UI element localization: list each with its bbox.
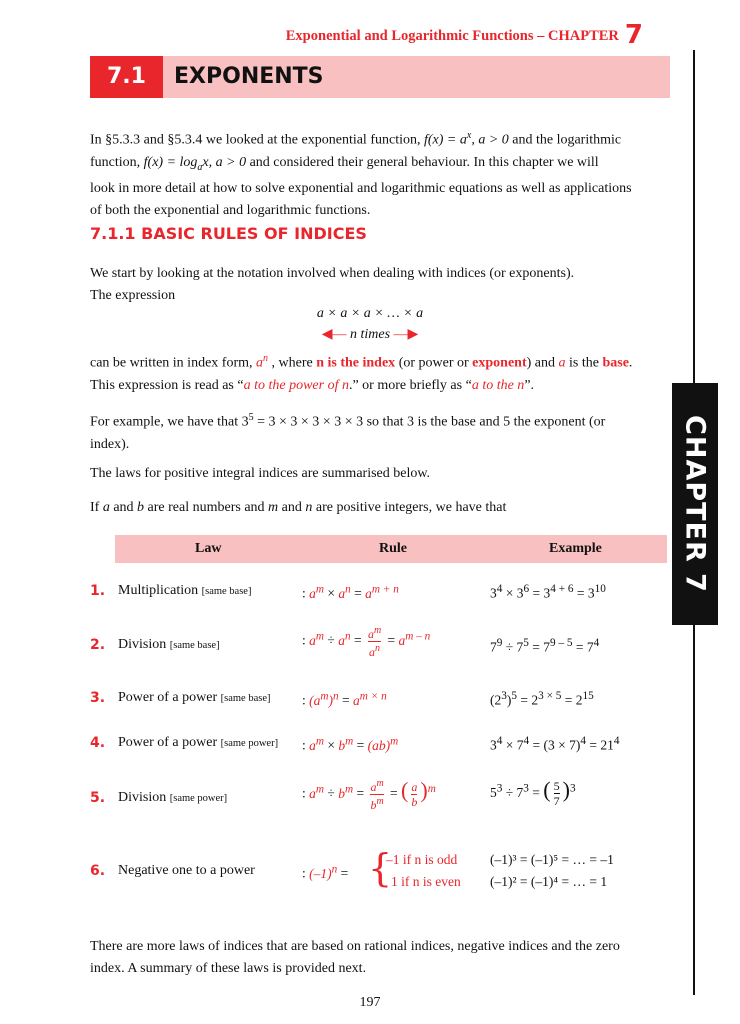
rule-example: $3^4 \times 7^4 = (3 \times 7)^4 = 21^4$ xyxy=(490,735,620,753)
law-name xyxy=(118,637,220,653)
rule-formula: : $a^m \div b^m$ = $\frac{a^m}{b^m}$ = ( $\frac{a}{b}$ )$^m$ xyxy=(302,777,436,812)
law-text: Division xyxy=(118,790,170,805)
rule-example: (–1)² = (–1)⁴ = … = 1 xyxy=(490,874,608,889)
notation-text: . xyxy=(628,355,633,371)
law-text: Power of a power xyxy=(118,690,221,705)
arrow-left-icon: ◀— xyxy=(321,327,347,342)
rule-example: $5^3 \div 7^3$ = ( $\frac{5}{7}$ )$^3$ xyxy=(490,777,576,809)
intro-text: and the logarithmic xyxy=(508,132,622,148)
intro-math: x, a > 0 xyxy=(202,154,247,170)
example-text: index). xyxy=(90,436,130,452)
row-number: 5. xyxy=(90,790,106,806)
notation-math: a xyxy=(256,355,264,371)
if-text: are real numbers and xyxy=(144,500,269,515)
example-math: = 3 × 3 × 3 × 3 × 3 xyxy=(253,414,364,430)
notation-text: can be written in index form, xyxy=(90,355,257,371)
rule-formula: : $a^m \times a^n = a^{m + n}$ xyxy=(302,583,399,601)
closing-text: index. A summary of these laws is provided next. xyxy=(90,961,367,976)
laws-intro: The laws for positive integral indices are summarised below. xyxy=(90,466,431,481)
section-number: 7.1 xyxy=(90,56,163,98)
law-qualifier: [same power] xyxy=(169,793,228,804)
closing-paragraph xyxy=(90,936,675,980)
closing-text: There are more laws of indices that are based on rational indices, negative indices and the zero xyxy=(90,939,620,954)
if-text: and xyxy=(278,500,306,515)
row-number: 3. xyxy=(90,690,106,706)
rule-formula: : $a^m \div a^n$ = $\frac{a^m}{a^n}$ = $a^{m - n}$ xyxy=(302,625,431,659)
notation-paragraph xyxy=(90,263,675,307)
notation-text: We start by looking at the notation involved when dealing with indices (or exponents). xyxy=(90,266,575,281)
notation-text: , where xyxy=(268,355,317,371)
running-header xyxy=(286,20,643,50)
notation-text: (or power or xyxy=(395,355,473,371)
neg-even-case: 1 if n is even xyxy=(391,874,461,889)
intro-text: look in more detail at how to solve exponential and logarithmic equations as well as applications xyxy=(90,181,632,197)
section-title: EXPONENTS xyxy=(174,64,324,89)
notation-text: ) and xyxy=(526,355,559,371)
subsection-heading: 7.1.1 BASIC RULES OF INDICES xyxy=(90,224,367,243)
rule-example: $3^4 \times 3^6 = 3^{4 + 6} = 3^{10}$ xyxy=(490,583,606,601)
if-math: m xyxy=(268,500,279,515)
law-qualifier: [same base] xyxy=(169,640,220,651)
intro-math: f(x) = a xyxy=(423,132,467,148)
rule-example: $7^9 \div 7^5 = 7^{9 - 5} = 7^4$ xyxy=(490,637,600,655)
notation-text: ”. xyxy=(524,377,535,393)
notation-math: n xyxy=(263,353,269,364)
header-law: Law xyxy=(195,541,222,556)
n-times-text: n times xyxy=(349,327,391,342)
neg-odd-case: –1 if n is odd xyxy=(386,852,458,867)
intro-text: In §5.3.3 and §5.3.4 we looked at the exponential function, xyxy=(90,132,424,148)
exponent-term: exponent xyxy=(472,355,527,371)
chapter-side-label: CHAPTER 7 xyxy=(679,415,711,593)
row-number: 6. xyxy=(90,863,106,879)
chapter-number: 7 xyxy=(624,20,643,50)
header-rule: Rule xyxy=(379,541,407,556)
base-term: base xyxy=(602,355,629,371)
index-form-paragraph xyxy=(90,348,675,397)
row-number: 4. xyxy=(90,735,106,751)
notation-quote: a to the n xyxy=(471,377,525,393)
brace: { xyxy=(368,846,393,890)
law-qualifier: [same base] xyxy=(201,586,252,597)
rule-example: $(2^3)^5 = 2^{3 \times 5} = 2^{15}$ xyxy=(490,690,594,708)
law-text: Division xyxy=(118,637,170,652)
row-number: 2. xyxy=(90,637,106,653)
intro-math: f(x) = log xyxy=(143,154,198,170)
if-text: are positive integers, we have that xyxy=(312,500,507,515)
rule-example: (–1)³ = (–1)⁵ = … = –1 xyxy=(490,852,614,867)
if-text: If xyxy=(90,500,103,515)
rule-formula: : $(-1)^n$ = xyxy=(302,863,349,881)
intro-paragraph xyxy=(90,125,675,222)
example-paragraph xyxy=(90,407,675,456)
notation-text: is the xyxy=(565,355,603,371)
if-math: n xyxy=(305,500,313,515)
intro-text: function, xyxy=(90,154,144,170)
example-text: For example, we have that xyxy=(90,414,242,430)
intro-math: , a > 0 xyxy=(471,132,509,148)
running-title: Exponential and Logarithmic Functions – CHAPTER xyxy=(285,28,619,44)
law-text: Power of a power xyxy=(118,735,221,750)
if-math: a xyxy=(102,500,110,515)
intro-math: a xyxy=(197,161,203,173)
law-qualifier: [same power] xyxy=(220,738,279,749)
laws-table-header xyxy=(115,535,667,563)
expression: a × a × a × … × a xyxy=(316,306,424,321)
chapter-side-tab xyxy=(672,383,718,625)
index-term: n is the index xyxy=(316,355,396,371)
law-name xyxy=(118,690,271,706)
intro-text: and considered their general behaviour. In this chapter we will xyxy=(246,154,599,170)
if-math: b xyxy=(137,500,145,515)
law-qualifier: [same base] xyxy=(220,693,271,704)
arrow-right-icon: —▶ xyxy=(393,327,419,342)
notation-text: .” or more briefly as “ xyxy=(348,377,472,393)
intro-math: x xyxy=(466,130,472,141)
law-name xyxy=(118,735,278,751)
row-number: 1. xyxy=(90,583,106,599)
law-name xyxy=(118,583,251,599)
rule-formula: : $(a^m)^n = a^{m \times n}$ xyxy=(302,690,387,708)
notation-quote: a to the power of n xyxy=(243,377,349,393)
law-name xyxy=(118,790,227,806)
rule-formula: : $a^m \times b^m = (ab)^m$ xyxy=(302,735,399,753)
example-math: 3 xyxy=(241,414,249,430)
if-text: and xyxy=(109,500,138,515)
page-number: 197 xyxy=(359,995,381,1010)
n-times-label xyxy=(0,326,740,343)
intro-text: of both the exponential and logarithmic functions. xyxy=(90,203,371,219)
law-text: Multiplication xyxy=(118,583,202,598)
notation-math: a xyxy=(558,355,566,371)
if-line xyxy=(90,497,675,519)
law-text: Negative one to a power xyxy=(118,863,255,878)
example-math: 5 xyxy=(248,412,254,423)
header-example: Example xyxy=(549,541,602,556)
notation-text: This expression is read as “ xyxy=(90,377,244,393)
example-text: so that 3 is the base and 5 the exponent (or xyxy=(363,414,606,430)
notation-text: The expression xyxy=(90,288,176,303)
law-name xyxy=(118,863,255,879)
